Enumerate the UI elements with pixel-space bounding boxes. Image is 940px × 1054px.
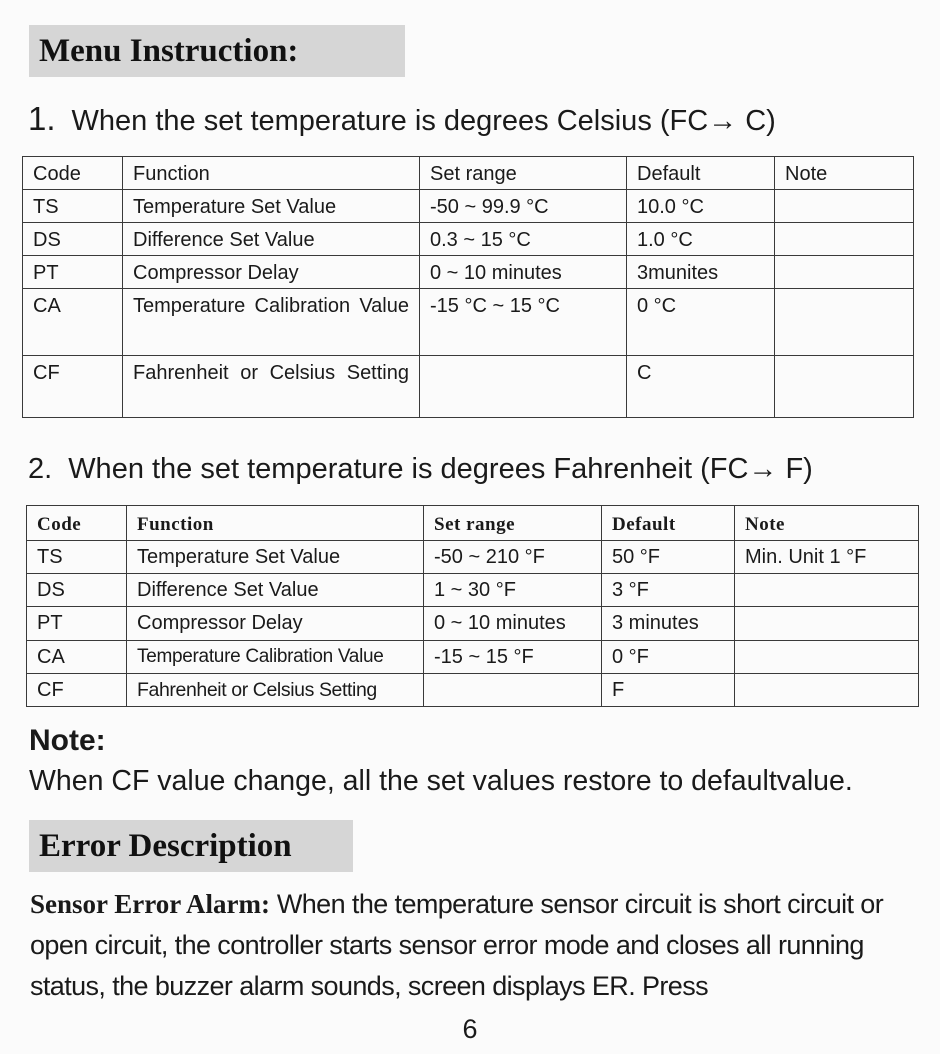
table-row [27, 641, 919, 674]
section-2-title [28, 453, 813, 486]
cell-set-range [420, 356, 627, 418]
header-note: Note [735, 506, 919, 541]
header-function: Function [123, 157, 420, 190]
cell-note [735, 641, 919, 674]
cell-note [775, 289, 914, 356]
cell-default: 3 minutes [602, 607, 735, 641]
cell-note [735, 607, 919, 641]
cell-default: 10.0 °C [627, 190, 775, 223]
table-row [27, 574, 919, 607]
cell-default: 3 °F [602, 574, 735, 607]
cell-default: C [627, 356, 775, 418]
cell-set-range: -15 ~ 15 °F [424, 641, 602, 674]
cell-code: TS [27, 541, 127, 574]
cell-set-range: 0 ~ 10 minutes [420, 256, 627, 289]
section-2-number: 2. [28, 453, 53, 485]
cell-note: Min. Unit 1 °F [735, 541, 919, 574]
cell-default: 50 °F [602, 541, 735, 574]
header-note: Note [775, 157, 914, 190]
header-code: Code [27, 506, 127, 541]
cell-function: Temperature Set Value [127, 541, 424, 574]
sensor-error-text: When the temperature sensor circuit is short circuit or open circuit, the controller starts sensor error mode and closes all running status, the buzzer alarm sounds, screen displays ER. Press [30, 889, 884, 1001]
cell-default: 3munites [627, 256, 775, 289]
cell-set-range: -15 °C ~ 15 °C [420, 289, 627, 356]
page-number: 6 [462, 1014, 478, 1044]
table-row [23, 356, 914, 418]
header-code: Code [23, 157, 123, 190]
cell-note [775, 256, 914, 289]
section-1-title-text: When the set temperature is degrees Celsius (FC→ C) [71, 105, 776, 137]
cell-code: TS [23, 190, 123, 223]
header-function: Function [127, 506, 424, 541]
cell-function: Compressor Delay [123, 256, 420, 289]
cell-default: 0 °F [602, 641, 735, 674]
cell-function [123, 289, 420, 356]
cell-code: CF [27, 674, 127, 707]
cell-code: DS [23, 223, 123, 256]
table-header-row [23, 157, 914, 190]
sensor-error-paragraph [30, 884, 910, 1007]
cell-code: CF [23, 356, 123, 418]
cell-code: CA [23, 289, 123, 356]
celsius-settings-table [22, 156, 914, 418]
cell-function: Fahrenheit or Celsius Setting [127, 674, 424, 707]
cell-function: Temperature Calibration Value [127, 641, 424, 674]
cell-set-range: -50 ~ 99.9 °C [420, 190, 627, 223]
menu-instruction-heading: Menu Instruction: [29, 25, 405, 77]
cell-default: F [602, 674, 735, 707]
cell-set-range: 0 ~ 10 minutes [424, 607, 602, 641]
cell-set-range: 0.3 ~ 15 °C [420, 223, 627, 256]
section-1-number: 1. [28, 100, 56, 137]
table-row [27, 607, 919, 641]
cell-set-range [424, 674, 602, 707]
header-default: Default [627, 157, 775, 190]
table-row [23, 190, 914, 223]
cell-code: PT [27, 607, 127, 641]
cell-function: Temperature Set Value [123, 190, 420, 223]
cell-note [735, 574, 919, 607]
table-row [27, 541, 919, 574]
cell-note [735, 674, 919, 707]
header-set-range: Set range [424, 506, 602, 541]
cell-function: Difference Set Value [123, 223, 420, 256]
table-row [27, 674, 919, 707]
error-description-heading: Error Description [29, 820, 353, 872]
cell-default: 0 °C [627, 289, 775, 356]
cell-function-text: Fahrenheit or Celsius Setting [133, 362, 409, 384]
cell-code: PT [23, 256, 123, 289]
cell-set-range: 1 ~ 30 °F [424, 574, 602, 607]
section-2-title-text: When the set temperature is degrees Fahrenheit (FC→ F) [68, 453, 813, 485]
cell-function-text: Temperature Calibration Value [133, 295, 409, 317]
section-1-title [28, 100, 776, 138]
note-title: Note: [29, 724, 106, 757]
cell-function: Compressor Delay [127, 607, 424, 641]
sensor-error-lead: Sensor Error Alarm: [30, 889, 270, 919]
cell-function: Difference Set Value [127, 574, 424, 607]
header-set-range: Set range [420, 157, 627, 190]
cell-note [775, 223, 914, 256]
table-row [23, 289, 914, 356]
cell-set-range: -50 ~ 210 °F [424, 541, 602, 574]
header-default: Default [602, 506, 735, 541]
cell-note [775, 356, 914, 418]
table-header-row [27, 506, 919, 541]
table-row [23, 223, 914, 256]
cell-function [123, 356, 420, 418]
cell-default: 1.0 °C [627, 223, 775, 256]
cell-code: DS [27, 574, 127, 607]
fahrenheit-settings-table [26, 505, 919, 707]
cell-code: CA [27, 641, 127, 674]
cell-note [775, 190, 914, 223]
table-row [23, 256, 914, 289]
note-text: When CF value change, all the set values restore to defaultvalue. [29, 765, 853, 797]
